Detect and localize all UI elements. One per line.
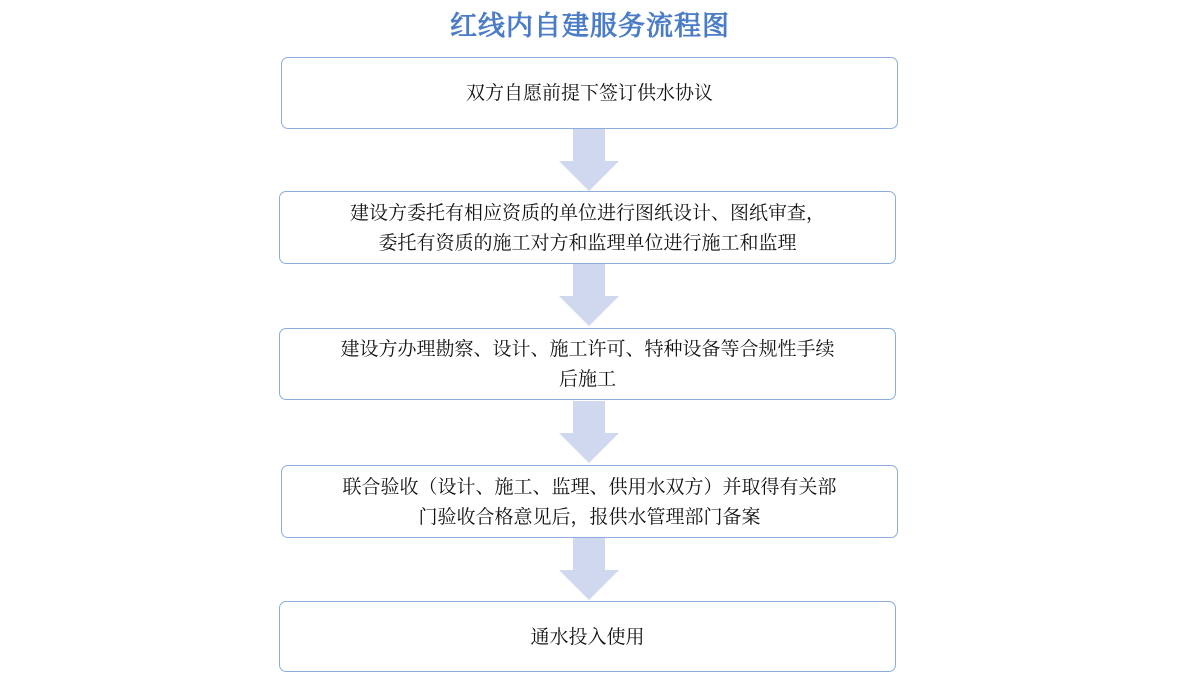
flow-step-5-text: [530, 622, 644, 652]
flow-arrow-2-shaft: [573, 264, 605, 296]
flow-step-4-line-1: 联合验收（设计、施工、监理、供用水双方）并取得有关部: [342, 475, 837, 498]
flow-arrow-down-3: [559, 401, 619, 463]
flow-step-3-text: [340, 334, 834, 394]
flow-step-1: [281, 57, 898, 129]
flow-arrow-down-2: [559, 264, 619, 326]
flow-arrow-2-head: [559, 296, 619, 326]
flow-step-3: [279, 328, 896, 400]
flow-arrow-3-shaft: [573, 401, 605, 433]
flow-arrow-1-shaft: [573, 129, 605, 161]
flow-step-2-text: [350, 198, 825, 258]
diagram-title: 红线内自建服务流程图: [450, 11, 730, 42]
flow-step-2-line-2: 委托有资质的施工对方和监理单位进行施工和监理: [378, 231, 797, 254]
flow-step-1-text: [466, 78, 713, 108]
flow-step-4-text: [342, 472, 836, 532]
flow-step-2-line-1: 建设方委托有相应资质的单位进行图纸设计、图纸审查，: [349, 201, 825, 224]
flow-step-4: [281, 465, 898, 538]
flow-arrow-4-head: [559, 570, 619, 600]
flow-arrow-1-head: [559, 161, 619, 191]
flow-step-1-line-1: 双方自愿前提下签订供水协议: [465, 82, 713, 104]
flow-arrow-down-1: [559, 129, 619, 191]
flow-step-2: [279, 191, 896, 264]
flow-step-3-line-2: 后施工: [558, 368, 616, 390]
flow-step-3-line-1: 建设方办理勘察、设计、施工许可、特种设备等合规性手续: [340, 338, 835, 360]
flow-arrow-4-shaft: [573, 538, 605, 570]
flow-step-5: [279, 601, 896, 672]
flow-step-5-line-1: 通水投入使用: [530, 625, 645, 648]
flow-step-4-line-2: 门验收合格意见后，报供水管理部门备案: [418, 505, 761, 528]
flow-arrow-down-4: [559, 538, 619, 600]
flow-arrow-3-head: [559, 433, 619, 463]
